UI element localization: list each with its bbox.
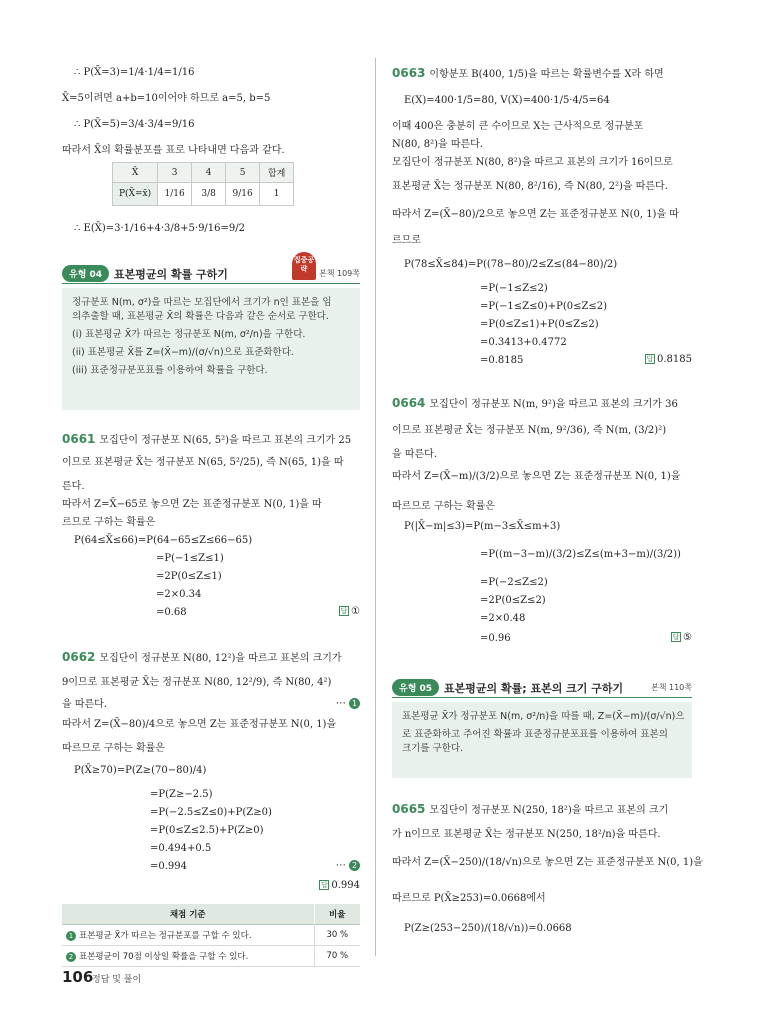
answer-icon: 답 [672,633,680,641]
step-number: 1 [349,698,360,709]
step-number: 1 [66,931,76,941]
distribution-table [112,162,294,206]
summary-line: (iii) 표준정규분포표를 이용하여 확률을 구한다. [72,365,268,376]
type-header [392,676,692,698]
type-ref: 본책 110쪽 [651,683,692,692]
problem-number: 0665 [392,802,426,816]
problem-0661-line [62,432,351,448]
text-line: 따라서 X̄의 확률분포를 표로 나타내면 다음과 같다. [62,145,285,156]
answer-icon: 답 [646,355,654,363]
equation-line: =P(−1≤Z≤0)+P(0≤Z≤2) [480,301,608,312]
criterion-text: 표본평균 X̄가 따르는 정규분포를 구할 수 있다. [79,931,252,941]
equation-line: P(|X̄−m|≤3)=P(m−3≤X̄≤m+3) [404,521,561,532]
table-cell: 1/16 [158,183,192,206]
problem-0664-line [392,396,678,412]
table-row [113,183,294,206]
equation-line: =2×0.34 [156,589,202,600]
table-cell: 4 [192,163,226,183]
answer-value: ⑤ [683,632,692,643]
text-line: ∴ P(X̄=3)=1/4·1/4=1/16 [74,67,195,78]
problem-text: 모집단이 정규분포 N(250, 18²)을 따르고 표본의 크기 [429,805,669,816]
summary-line: 표본평균 X̄가 정규분포 N(m, σ²/n)을 따를 때, Z=(X̄−m)/(σ/√n)으 [402,711,685,722]
text-line: N(80, 8²)을 따른다. [392,139,484,150]
problem-text: 모집단이 정규분포 N(80, 12²)을 따르고 표본의 크기가 [99,653,342,664]
text-line: 이므로 표본평균 X̄는 정규분포 N(65, 5²/25), 즉 N(65, 1)을 따 [62,457,344,468]
table-cell: P(X̄=x̄) [113,183,158,206]
equation-line: E(X)=400·1/5=80, V(X)=400·1/5·4/5=64 [404,95,610,106]
problem-number: 0663 [392,66,426,80]
table-cell: 1 [260,183,294,206]
table-cell [62,946,314,967]
answer-value: 0.8185 [657,354,692,365]
text-line: ∴ P(X̄=5)=3/4·3/4=9/16 [74,119,195,130]
text-line: 을 따른다. [392,449,437,460]
text-line: 9이므로 표본평균 X̄는 정규분포 N(80, 12²/9), 즉 N(80, 4²) [62,677,332,688]
equation-line: =2×0.48 [480,613,526,624]
equation-line: =P(0≤Z≤1)+P(0≤Z≤2) [480,319,599,330]
equation-line: P(Z≥(253−250)/(18/√n))=0.0668 [404,923,572,934]
footer-label: 정답 및 풀이 [92,975,142,985]
text-line: 따르므로 구하는 확률은 [392,501,495,512]
answer-0664 [671,632,692,643]
equation-line: =0.3413+0.4772 [480,337,567,348]
summary-line: 의추출할 때, 표본평균 X̄의 확률은 다음과 같은 순서로 구한다. [72,311,329,322]
type-summary-box [62,288,360,410]
table-cell: 30 % [314,925,360,946]
text-line: 모집단이 정규분포 N(80, 8²)을 따르고 표본의 크기가 16이므로 [392,157,673,168]
table-cell: 3 [158,163,192,183]
type-badge: 유형 05 [392,679,439,696]
answer-value: ① [351,606,360,617]
equation-line: P(78≤X̄≤84)=P((78−80)/2≤Z≤(84−80)/2) [404,259,618,270]
answer-0663 [645,354,692,365]
step-mark-2: ⋯ 2 [336,860,360,871]
text-line: 을 따른다. [62,699,107,710]
text-line: 르므로 구하는 확률은 [62,517,156,528]
summary-line: (i) 표본평균 X̄가 따르는 정규분포 N(m, σ²/n)을 구한다. [72,329,306,340]
equation-line: =0.8185 [480,355,524,366]
type-title: 표본평균의 확률 구하기 [114,268,228,281]
text-line: ∴ E(X̄)=3·1/16+4·3/8+5·9/16=9/2 [74,223,246,234]
equation-line: P(X̄≥70)=P(Z≥(70−80)/4) [74,765,207,776]
text-line: 따르므로 P(X̄≥253)=0.0668에서 [392,893,546,904]
column-divider [375,58,376,956]
text-line: 따라서 Z=(X̄−m)/(3/2)으로 놓으면 Z는 표준정규분포 N(0, 1)을 [392,471,681,482]
table-header: 채점 기준 [62,904,314,925]
equation-line: =0.68 [156,607,187,618]
equation-line: =P((m−3−m)/(3/2)≤Z≤(m+3−m)/(3/2)) [480,549,681,560]
text-line: 따라서 Z=X̄−65로 놓으면 Z는 표준정규분포 N(0, 1)을 따 [62,499,322,510]
text-line: 르므로 [392,235,421,246]
problem-number: 0662 [62,650,96,664]
grading-table [62,904,360,967]
text-line: 따르므로 구하는 확률은 [62,743,165,754]
summary-line: (ii) 표본평균 X̄를 Z=(X̄−m)/(σ/√n)으로 표준화한다. [72,347,294,358]
answer-value: 0.994 [331,880,360,891]
equation-line: =0.994 [150,861,188,872]
text-line: 따라서 Z=(X̄−250)/(18/√n)으로 놓으면 Z는 표준정규분포 N(0, 1)을 [392,857,703,868]
problem-text: 모집단이 정규분포 N(m, 9²)을 따르고 표본의 크기가 36 [429,399,678,410]
problem-0665-line [392,802,668,818]
problem-number: 0661 [62,432,96,446]
table-header: 비율 [314,904,360,925]
table-cell: 3/8 [192,183,226,206]
text-line: 따라서 Z=(X̄−80)/4으로 놓으면 Z는 표준정규분포 N(0, 1)을 [62,719,337,730]
answer-icon: 답 [340,607,348,615]
type-title: 표본평균의 확률; 표본의 크기 구하기 [444,682,624,695]
step-number: 2 [349,860,360,871]
equation-line: =P(−2≤Z≤2) [480,577,548,588]
table-row [62,925,360,946]
equation-line: =0.96 [480,633,511,644]
text-line: 표본평균 X̄는 정규분포 N(80, 8²/16), 즉 N(80, 2²)을 따른다. [392,181,668,192]
table-row [62,904,360,925]
text-line: 른다. [62,481,85,492]
criterion-text: 표본평균이 70점 이상일 확률을 구할 수 있다. [79,952,249,962]
equation-line: =P(0≤Z≤2.5)+P(Z≥0) [150,825,264,836]
step-number: 2 [66,952,76,962]
table-cell: 9/16 [226,183,260,206]
answer-0662 [319,880,360,891]
text-line: X̄=5이려면 a+b=10이어야 하므로 a=5, b=5 [62,93,271,104]
page-number: 106 [62,968,94,986]
problem-0663-line [392,66,664,82]
equation-line: =0.494+0.5 [150,843,212,854]
table-row [62,946,360,967]
table-cell: 5 [226,163,260,183]
problem-text: 모집단이 정규분포 N(65, 5²)을 따르고 표본의 크기가 25 [99,435,352,446]
table-cell: 70 % [314,946,360,967]
summary-line: 로 표준화하고 주어진 확률과 표준정규분포표를 이용하여 표본의 [402,729,668,740]
type-header [62,256,360,284]
type-badge: 유형 04 [62,265,109,282]
equation-line: =P(−1≤Z≤2) [480,283,548,294]
summary-line: 크기를 구한다. [402,743,464,754]
equation-line: =2P(0≤Z≤1) [156,571,222,582]
table-row [113,163,294,183]
problem-0662-line [62,650,342,666]
equation-line: =P(−2.5≤Z≤0)+P(Z≥0) [150,807,272,818]
equation-line: =2P(0≤Z≤2) [480,595,546,606]
table-cell [62,925,314,946]
text-line: 이때 400은 충분히 큰 수이므로 X는 근사적으로 정규분포 [392,121,644,132]
answer-icon: 답 [320,881,328,889]
equation-line: P(64≤X̄≤66)=P(64−65≤Z≤66−65) [74,535,253,546]
text-line: 가 n이므로 표본평균 X̄는 정규분포 N(250, 18²/n)을 따른다. [392,829,661,840]
table-cell: X̄ [113,163,158,183]
problem-text: 이항분포 B(400, 1/5)을 따르는 확률변수를 X라 하면 [429,69,664,80]
equation-line: =P(−1≤Z≤1) [156,553,224,564]
table-cell: 합계 [260,163,294,183]
equation-line: =P(Z≥−2.5) [150,789,213,800]
step-mark-1: ⋯ 1 [336,698,360,709]
type-ref: 본책 109쪽 [319,269,360,278]
text-line: 따라서 Z=(X̄−80)/2으로 놓으면 Z는 표준정규분포 N(0, 1)을 따 [392,209,679,220]
problem-number: 0664 [392,396,426,410]
type-summary-box [392,702,692,778]
focus-tag: 집중공략 [292,252,316,280]
summary-line: 정규분포 N(m, σ²)을 따르는 모집단에서 크기가 n인 표본을 임 [72,297,332,308]
text-line: 이므로 표본평균 X̄는 정규분포 N(m, 9²/36), 즉 N(m, (3/2)²) [392,425,667,436]
answer-0661 [339,606,360,617]
